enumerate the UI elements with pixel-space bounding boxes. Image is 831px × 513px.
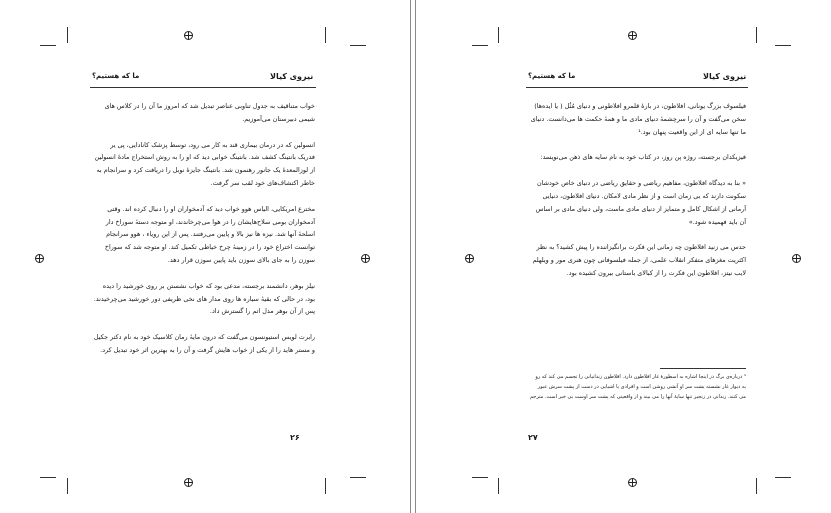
crop-mark	[472, 45, 488, 46]
crop-mark	[350, 477, 366, 478]
registration-mark-icon	[465, 254, 474, 263]
paragraph: حدس می زنید افلاطون چه زمانی این فکرت برانگیزاننده را پیش کشید؟ به نظر اکثریت مغزهای متفکر انقلاب علمی، از جمله فیلسوفانی چون هنری مور و ویلهلم لایب نیتز، افلاطون این فکرت را از کبالای باستانی بیرون کشیده بود.	[532, 243, 746, 277]
crop-mark	[67, 27, 68, 43]
footnote: ¹ درباره‌ی برگ در اینجا اشاره به اسطورهٔ غار افلاطون دارد. افلاطون زندانیانی را تجسم می کند که رو به دیوار غار نشسته یشت سر او آتشی روشن است و افرادی یا اشیایی در دست از پشت سرش عبور می کنند. زندانی در زنجیر تنها سایهٔ آنها را می بیند و از واقعیتی که پشت سر اوست بی خبر است. مترجم	[529, 374, 746, 400]
left-page-body	[93, 100, 315, 370]
crop-mark	[325, 27, 326, 43]
paragraph: مخترع امریکایی، الیاس هوو خواب دید که آدمخواران او را دنبال کرده اند. وقتی آدمخواران بومی سلاح‌هایشان را در هوا می‌چرخاندند، او متوجه دستهٔ سوراخ دار اسلحهٔ آنها شد. نیزه ها نیز بالا و پایین می‌رفتند. پس از این رویاء ، هوو سرانجام توانست اختراع خود را در زمینهٔ چرخ خیاطی تکمیل کند. او متوجه شد که سوراخ سوزن را به جای بالای سوزن باید پایین سوزن قرار دهد.	[104, 204, 315, 264]
crop-mark	[325, 478, 326, 494]
crop-mark	[756, 27, 757, 43]
crop-mark	[350, 45, 366, 46]
registration-mark-icon	[361, 254, 370, 263]
crop-mark	[40, 477, 56, 478]
paragraph: نیلز بوهر، دانشمند برجسته، مدعی بود که خواب نشستن بر روی خورشید را دیده بود، در حالی که بقیهٔ سیاره ها روی مدار های نخی ظریفی دور خورشید می‌چرخیدند. پس از آن بوهر مدل اتم را گسترش داد.	[93, 281, 315, 316]
crop-mark	[756, 478, 757, 494]
crop-mark	[472, 477, 488, 478]
crop-mark	[775, 477, 791, 478]
paragraph: خواب متناقیف به جدول تناوبی عناصر تبدیل شد که امروز ما آن را در کلاس های شیمی دبیرستان می‌آموزیم.	[104, 102, 315, 123]
registration-mark-icon	[628, 31, 637, 40]
crop-mark	[40, 45, 56, 46]
running-head-title: نیروی کیالا	[703, 72, 747, 81]
crop-mark	[67, 478, 68, 494]
page-gutter-line	[415, 0, 416, 513]
crop-mark	[775, 45, 791, 46]
paragraph: رابرت لویس استیونسون می‌گفت که درون مایهٔ رمان کلاسیک خود به نام دکتر جکیل و مستر هاید را از یکی از خواب هایش گرفت و آن را به بهترین اثر خود تبدیل کرد.	[93, 333, 315, 354]
right-page-body	[530, 100, 746, 293]
registration-mark-icon	[184, 478, 193, 487]
crop-mark	[498, 478, 499, 494]
header-rule	[90, 87, 316, 88]
registration-mark-icon	[184, 31, 193, 40]
page-number: ۲۶	[290, 433, 300, 442]
running-head-chapter: ما که هستیم؟	[92, 72, 140, 80]
running-head-chapter: ما که هستیم؟	[528, 72, 576, 80]
page-number: ۲۷	[528, 433, 538, 442]
footnote-rule	[660, 368, 746, 369]
page-gutter-line	[410, 0, 411, 513]
registration-mark-icon	[35, 254, 44, 263]
paragraph: « بنا به دیدگاه افلاطون، مفاهیم ریاضی و حقایق ریاضی در دنیای خاص خودشان سکونت دارند که بی زمان است و از نظر مادی لامکان. دنیای افلاطون، دنیایی آرمانی از اشکال کامل و متمایز از دنیای مادی ماست، ولی دنیای مادی بر اساس آن باید فهمیده شود.»	[535, 179, 746, 226]
registration-mark-icon	[628, 478, 637, 487]
crop-mark	[498, 27, 499, 43]
header-rule	[526, 87, 748, 88]
paragraph: فیلسوف بزرگ یونانی، افلاطون، در بارهٔ قلمرو افلاطونی و دنیای مُثُل ( یا ایده‌ها) سخن می‌گفت و آن را سرچشمهٔ دنیای مادی ما و همهٔ حکمت ها می‌دانست. دنیای ما تنها سایه ای از این واقعیت پنهان بود.¹	[530, 102, 746, 136]
paragraph: فیزیکدان برجسته، روژه پن روز، در کتاب خود به نام سایه های ذهن می‌نویسد:	[540, 153, 746, 162]
registration-mark-icon	[792, 254, 801, 263]
paragraph: انسولین که در درمان بیماری قند به کار می رود، توسط پزشک کانادایی، پی یر فدریک بانتینگ کشف شد. بانتینگ خوابی دید که او را به روش استخراج مادهٔ انسولین از لوزالمعدهٔ یک جانور رهنمون شد. بانتینگ جایزهٔ نوبل را دریافت کرد و سرانجام به خاطر اکتشاف‌های خود لقب سر گرفت.	[94, 140, 315, 187]
running-head-title: نیروی کیالا	[270, 72, 314, 81]
